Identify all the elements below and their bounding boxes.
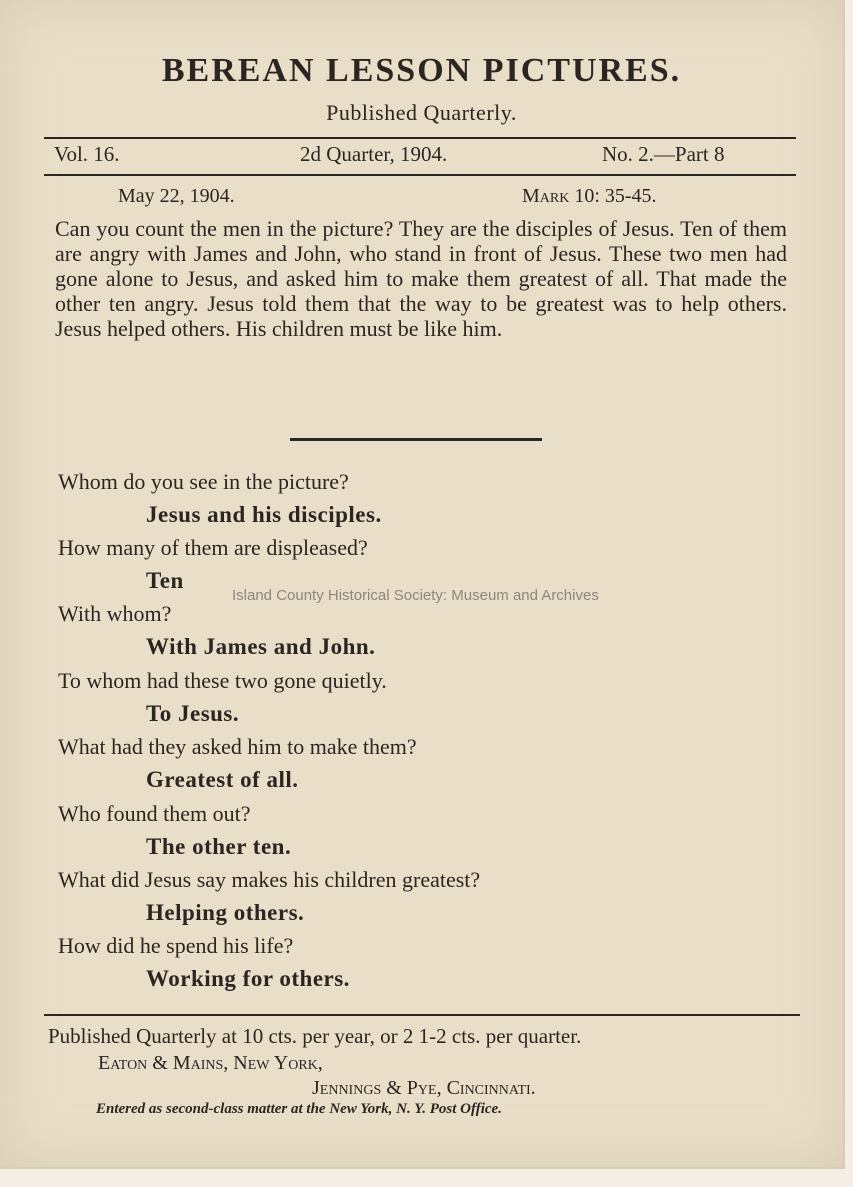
top-rule <box>44 137 796 139</box>
question-1: Whom do you see in the picture? <box>58 469 349 494</box>
meta-rule <box>44 174 796 176</box>
question-6: Who found them out? <box>58 801 251 826</box>
watermark: Island County Historical Society: Museum and Archives <box>232 587 599 604</box>
footer-price: Published Quarterly at 10 cts. per year, or 2 1-2 cts. per quarter. <box>48 1024 582 1048</box>
scripture-reference: Mark 10: 35-45. <box>522 185 657 207</box>
footer-rule <box>44 1014 800 1016</box>
answer-6: The other ten. <box>146 834 292 859</box>
answer-4: To Jesus. <box>146 701 240 726</box>
page-subtitle: Published Quarterly. <box>326 100 517 125</box>
question-3: With whom? <box>58 601 172 626</box>
volume-label: Vol. 16. <box>54 142 120 166</box>
section-divider <box>290 438 542 441</box>
answer-2: Ten <box>146 568 184 593</box>
answer-1: Jesus and his disciples. <box>146 502 382 527</box>
answer-5: Greatest of all. <box>146 767 299 792</box>
lesson-date: May 22, 1904. <box>118 185 235 207</box>
answer-7: Helping others. <box>146 900 305 925</box>
footer-publisher-ny: Eaton & Mains, New York, <box>98 1052 323 1074</box>
question-8: How did he spend his life? <box>58 933 294 958</box>
issue-number: No. 2.—Part 8 <box>602 142 725 166</box>
question-5: What had they asked him to make them? <box>58 734 417 759</box>
answer-8: Working for others. <box>146 966 350 991</box>
footer-postal-notice: Entered as second-class matter at the New York, N. Y. Post Office. <box>96 1101 502 1117</box>
lesson-paragraph: Can you count the men in the picture? They are the disciples of Jesus. Ten of them are angry with James and John, who stand in front of Jesus. These two men had gone alone to Jesus, and asked him to make them greatest of all. That made the other ten angry. Jesus told them that the way to be greatest was to help others. Jesus helped others. His children must be like him. <box>55 216 787 341</box>
question-4: To whom had these two gone quietly. <box>58 668 387 693</box>
footer-publisher-cincinnati: Jennings & Pye, Cincinnati. <box>312 1077 536 1099</box>
page-title: BEREAN LESSON PICTURES. <box>161 52 682 89</box>
answer-3: With James and John. <box>146 634 376 659</box>
quarter-label: 2d Quarter, 1904. <box>300 142 448 166</box>
question-7: What did Jesus say makes his children greatest? <box>58 867 481 892</box>
question-2: How many of them are displeased? <box>58 535 368 560</box>
